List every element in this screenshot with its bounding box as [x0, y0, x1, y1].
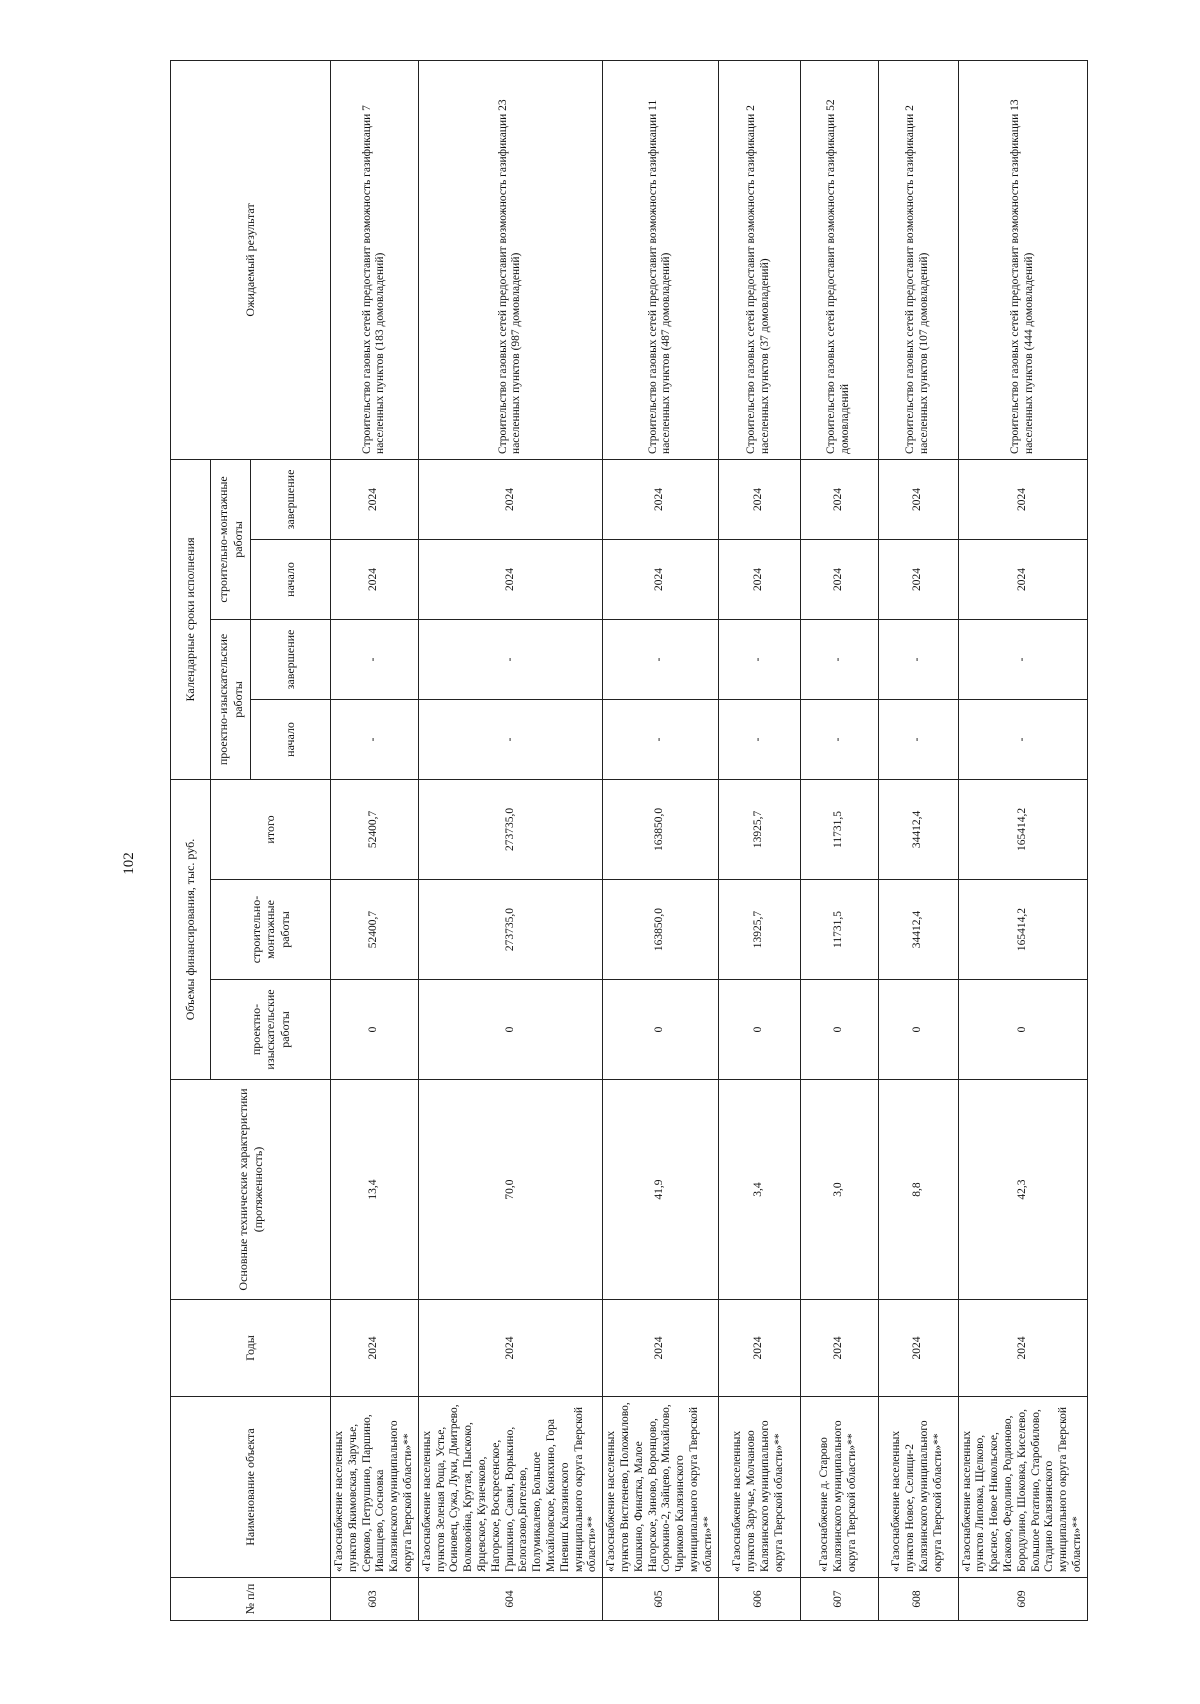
header-design-end: завершение — [251, 619, 331, 699]
row-construction-start: 2024 — [958, 539, 1087, 619]
row-length: 13,4 — [331, 1080, 419, 1300]
header-fin-total: итого — [211, 779, 331, 879]
row-design-start: - — [958, 699, 1087, 779]
table-row — [800, 60, 878, 1620]
header-fin-design: проектно-изыскательские работы — [211, 980, 331, 1080]
header-years: Годы — [171, 1300, 331, 1397]
page-number: 102 — [120, 852, 137, 875]
row-num: 609 — [958, 1578, 1087, 1621]
row-design-end: - — [800, 619, 878, 699]
header-financing: Объемы финансирования, тыс. руб. — [171, 779, 211, 1079]
gasification-table — [170, 60, 1088, 1621]
row-fin-design: 0 — [418, 980, 602, 1080]
row-fin-construction: 52400,7 — [331, 880, 419, 980]
row-construction-start: 2024 — [800, 539, 878, 619]
table-row — [718, 60, 800, 1620]
row-fin-total: 13925,7 — [718, 779, 800, 879]
row-design-start: - — [718, 699, 800, 779]
row-construction-end: 2024 — [878, 459, 958, 539]
row-name: «Газоснабжение населенных пунктов Вистленево, Положилово, Кошкино, Финатка, Малое Нагорское, Зиново, Воронцово, Сорокино-2, Зайцево, Михайлово, Чириково Калязинского муниципального округа Тверской области»** — [603, 1397, 718, 1578]
row-design-start: - — [800, 699, 878, 779]
table-row — [603, 60, 718, 1620]
row-fin-design: 0 — [800, 980, 878, 1080]
row-num: 605 — [603, 1578, 718, 1621]
header-result: Ожидаемый результат — [171, 60, 331, 459]
row-year: 2024 — [418, 1300, 602, 1397]
row-construction-start: 2024 — [878, 539, 958, 619]
header-construction-start: начало — [251, 539, 331, 619]
row-construction-end: 2024 — [718, 459, 800, 539]
row-result: Строительство газовых сетей предоставит возможность газификации 13 населенных пунктов (444 домовладений) — [958, 60, 1087, 459]
row-num: 608 — [878, 1578, 958, 1621]
row-result: Строительство газовых сетей предоставит возможность газификации 2 населенных пунктов (37 домовладений) — [718, 60, 800, 459]
row-fin-construction: 34412,4 — [878, 880, 958, 980]
row-construction-start: 2024 — [603, 539, 718, 619]
row-design-end: - — [603, 619, 718, 699]
row-result: Строительство газовых сетей предоставит возможность газификации 7 населенных пунктов (183 домовладений) — [331, 60, 419, 459]
row-num: 606 — [718, 1578, 800, 1621]
row-design-start: - — [603, 699, 718, 779]
row-design-end: - — [878, 619, 958, 699]
row-fin-construction: 273735,0 — [418, 880, 602, 980]
table-row — [418, 60, 602, 1620]
row-name: «Газоснабжение населенных пунктов Якимовская, Заручье, Серково, Петрушино, Паршино, Ивашцево, Сосновка Калязинского муниципального округа Тверской области»** — [331, 1397, 419, 1578]
row-num: 607 — [800, 1578, 878, 1621]
row-result: Строительство газовых сетей предоставит возможность газификации 23 населенных пунктов (987 домовладений) — [418, 60, 602, 459]
row-construction-end: 2024 — [958, 459, 1087, 539]
row-fin-total: 273735,0 — [418, 779, 602, 879]
row-fin-construction: 13925,7 — [718, 880, 800, 980]
row-result: Строительство газовых сетей предоставит возможность газификации 2 населенных пунктов (107 домовладений) — [878, 60, 958, 459]
row-construction-start: 2024 — [331, 539, 419, 619]
row-length: 42,3 — [958, 1080, 1087, 1300]
row-design-end: - — [958, 619, 1087, 699]
row-year: 2024 — [958, 1300, 1087, 1397]
row-fin-construction: 11731,5 — [800, 880, 878, 980]
header-characteristics: Основные технические характеристики (протяженность) — [171, 1080, 331, 1300]
row-fin-construction: 163850,0 — [603, 880, 718, 980]
row-result: Строительство газовых сетей предоставит возможность газификации 11 населенных пунктов (487 домовладений) — [603, 60, 718, 459]
row-fin-design: 0 — [958, 980, 1087, 1080]
row-construction-end: 2024 — [603, 459, 718, 539]
row-construction-end: 2024 — [800, 459, 878, 539]
row-construction-start: 2024 — [718, 539, 800, 619]
row-fin-total: 52400,7 — [331, 779, 419, 879]
row-length: 70,0 — [418, 1080, 602, 1300]
row-fin-total: 163850,0 — [603, 779, 718, 879]
row-year: 2024 — [331, 1300, 419, 1397]
row-fin-design: 0 — [603, 980, 718, 1080]
header-fin-construction: строительно-монтажные работы — [211, 880, 331, 980]
row-length: 3,4 — [718, 1080, 800, 1300]
row-length: 3,0 — [800, 1080, 878, 1300]
row-name: «Газоснабжение населенных пунктов Заручье, Молчаново Калязинского муниципального округа Тверской области»** — [718, 1397, 800, 1578]
header-schedule: Календарные сроки исполнения — [171, 459, 211, 779]
row-year: 2024 — [718, 1300, 800, 1397]
row-fin-design: 0 — [718, 980, 800, 1080]
row-construction-start: 2024 — [418, 539, 602, 619]
row-name: «Газоснабжение населенных пунктов Новое, Селищи-2 Калязинского муниципального округа Тверской области»** — [878, 1397, 958, 1578]
row-fin-design: 0 — [878, 980, 958, 1080]
row-fin-total: 165414,2 — [958, 779, 1087, 879]
row-design-end: - — [718, 619, 800, 699]
header-sched-construction: строительно-монтажные работы — [211, 459, 251, 619]
row-fin-total: 34412,4 — [878, 779, 958, 879]
row-fin-design: 0 — [331, 980, 419, 1080]
row-construction-end: 2024 — [418, 459, 602, 539]
header-num: № п/п — [171, 1578, 331, 1621]
row-num: 603 — [331, 1578, 419, 1621]
row-fin-construction: 165414,2 — [958, 880, 1087, 980]
row-design-start: - — [878, 699, 958, 779]
row-design-end: - — [331, 619, 419, 699]
header-name: Наименование объекта — [171, 1397, 331, 1578]
header-design-start: начало — [251, 699, 331, 779]
row-length: 8,8 — [878, 1080, 958, 1300]
table-row — [878, 60, 958, 1620]
table-row — [331, 60, 419, 1620]
header-sched-design: проектно-изыскательские работы — [211, 619, 251, 779]
header-construction-end: завершение — [251, 459, 331, 539]
row-fin-total: 11731,5 — [800, 779, 878, 879]
rotated-table-container — [170, 61, 1084, 1621]
row-name: «Газоснабжение населенных пунктов Липовка, Щелково, Красное, Новое Никольское, Исаково, Федолино, Родионово, Бородулино, Шоковка, Киселево, Большое Рогатино, Старобилово, Стадино Калязинского муниципального округа Тверской области»** — [958, 1397, 1087, 1578]
row-year: 2024 — [800, 1300, 878, 1397]
row-length: 41,9 — [603, 1080, 718, 1300]
row-construction-end: 2024 — [331, 459, 419, 539]
row-num: 604 — [418, 1578, 602, 1621]
row-name: «Газоснабжение населенных пунктов Зеленая Роща, Устье, Осиновец, Сужа, Луки, Дмитрево, Волковойна, Крутая, Пыскоко, Ярцевское, Кузнечково, Нагорское, Воскресенское, Гришкино, Савки, Ворыкино, Белогазово,Бителево, Полумикалево, Большое Михайловское, Коняхино, Гора Пневиш Калязинского муниципального округа Тверской области»** — [418, 1397, 602, 1578]
row-result: Строительство газовых сетей предоставит возможность газификации 52 домовладений — [800, 60, 878, 459]
row-design-end: - — [418, 619, 602, 699]
row-year: 2024 — [878, 1300, 958, 1397]
row-name: «Газоснабжение д. Старово Калязинского муниципального округа Тверской области»** — [800, 1397, 878, 1578]
row-year: 2024 — [603, 1300, 718, 1397]
row-design-start: - — [331, 699, 419, 779]
row-design-start: - — [418, 699, 602, 779]
table-row — [958, 60, 1087, 1620]
